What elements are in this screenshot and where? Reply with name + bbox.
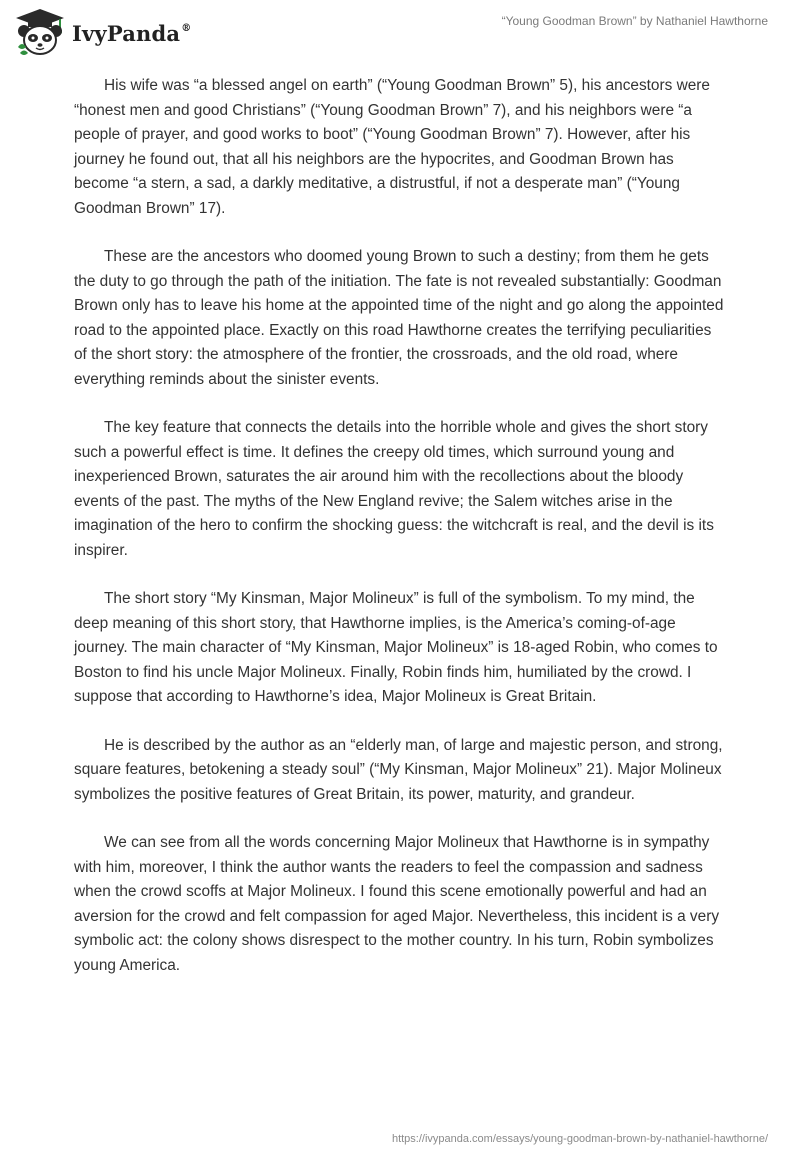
paragraph: These are the ancestors who doomed young Brown to such a destiny; from them he gets the duty to go through the path of the initiation. The fate is not revealed substantially: Goodman Brown only has to leave his home at the appointed time of the night and go along the appointed road to the appointed place. Exactly on this road Hawthorne creates the terrifying peculiarities of the short story: the atmosphere of the frontier, the crossroads, and the old road, where everything reminds about the sinister events. (74, 248, 724, 388)
brand-name: IvyPanda® (72, 20, 192, 46)
paragraph: He is described by the author as an “elderly man, of large and majestic person, and strong, square features, betokening a steady soul” (“My Kinsman, Major Molineux” 21). Major Molineux symbolizes the positive features of Great Britain, its power, maturity, and grandeur. (74, 736, 723, 803)
essay-body (74, 74, 726, 1002)
paragraph: The key feature that connects the details into the horrible whole and gives the short story such a powerful effect is time. It defines the creepy old times, which surround young and inexperienced Brown, saturates the air around him with the recollections about the bloody events of the past. The myths of the New England revive; the Salem witches arise in the imagination of the hero to confirm the shocking guess: the witchcraft is real, and the devil is its inspirer. (74, 419, 714, 559)
paragraph: The short story “My Kinsman, Major Molineux” is full of the symbolism. To my mind, the deep meaning of this short story, that Hawthorne implies, is the America’s coming-of-age journey. The main character of “My Kinsman, Major Molineux” is 18-aged Robin, who comes to Boston to find his uncle Major Molineux. Finally, Robin finds him, humiliated by the crowd. I suppose that according to Hawthorne’s idea, Major Molineux is Great Britain. (74, 590, 718, 705)
page-header (0, 0, 800, 60)
essay-title: “Young Goodman Brown” by Nathaniel Hawthorne (501, 14, 768, 28)
registered-mark: ® (181, 22, 192, 34)
paragraph: We can see from all the words concerning Major Molineux that Hawthorne is in sympathy with him, moreover, I think the author wants the readers to feel the compassion and sadness when the crowd scoffs at Major Molineux. I found this scene emotionally powerful and had an aversion for the crowd and felt compassion for aged Major. Nevertheless, this incident is a very symbolic act: the colony shows disrespect to the mother country. In his turn, Robin symbolizes young America. (74, 834, 720, 974)
paragraph: His wife was “a blessed angel on earth” (“Young Goodman Brown” 5), his ancestors were “honest men and good Christians” (“Young Goodman Brown” 7), and his neighbors were “a people of prayer, and good works to boot” (“Young Goodman Brown” 7). However, after his journey he found out, that all his neighbors are the hypocrites, and Goodman Brown has become “a stern, a sad, a darkly meditative, a distrustful, if not a desperate man” (“Young Goodman Brown” 17). (74, 77, 710, 217)
panda-graduation-cap-icon (14, 7, 66, 57)
ivypanda-logo[interactable] (14, 7, 191, 57)
source-url-link[interactable]: https://ivypanda.com/essays/young-goodman-brown-by-nathaniel-hawthorne/ (391, 1133, 768, 1145)
